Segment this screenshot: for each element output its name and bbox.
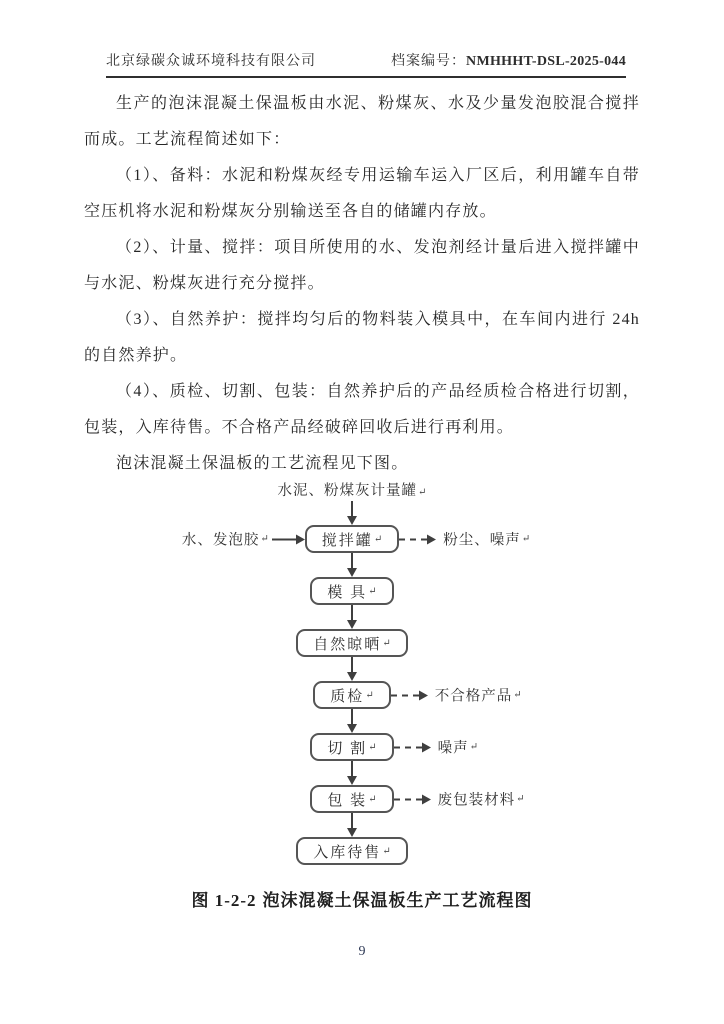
flow-output-label: 不合格产品 bbox=[434, 688, 513, 705]
flow-step bbox=[310, 785, 525, 813]
figure-number: 图 1-2-2 bbox=[191, 891, 257, 910]
input-arrow-line bbox=[272, 538, 296, 540]
paragraph-step-2: （2）、计量、搅拌：项目所使用的水、发泡剂经计量后进入搅拌罐中与水泥、粉煤灰进行充分搅拌。 bbox=[84, 239, 640, 292]
page-header bbox=[106, 50, 626, 78]
company-name: 北京绿碳众诚环境科技有限公司 bbox=[106, 54, 316, 69]
arrow-right-icon bbox=[419, 690, 428, 700]
flow-output bbox=[391, 685, 522, 706]
output-dashed-line bbox=[394, 798, 422, 800]
arrow-down-icon bbox=[347, 553, 357, 577]
flow-output-label: 噪声 bbox=[437, 740, 469, 757]
flow-output bbox=[399, 529, 530, 550]
flow-step-box bbox=[310, 577, 393, 605]
flow-step-label: 质检 bbox=[330, 688, 365, 705]
file-number-value: NMHHHT-DSL-2025-044 bbox=[466, 54, 626, 69]
return-mark: ↵ bbox=[368, 793, 377, 805]
flow-input bbox=[182, 529, 305, 550]
flow-step-label: 模 具 bbox=[327, 584, 368, 601]
file-number-label: 档案编号： bbox=[391, 54, 467, 69]
arrow-right-icon bbox=[296, 534, 305, 544]
file-number-group bbox=[391, 50, 626, 70]
return-mark: ↵ bbox=[513, 689, 522, 701]
flow-step bbox=[296, 629, 407, 657]
paragraph-step-4: （4）、质检、切割、包装：自然养护后的产品经质检合格进行切割，包装，入库待售。不合格产品经破碎回收后进行再利用。 bbox=[84, 383, 640, 436]
flow-step bbox=[181, 525, 531, 553]
paragraph-figure-ref: 泡沫混凝土保温板的工艺流程见下图。 bbox=[116, 455, 409, 472]
arrow-down-icon bbox=[347, 501, 357, 525]
arrow-right-icon bbox=[422, 794, 431, 804]
output-dashed-line bbox=[399, 538, 427, 540]
page-number: 9 bbox=[358, 944, 366, 959]
flow-step-box bbox=[296, 837, 407, 865]
return-mark: ↵ bbox=[469, 741, 478, 753]
flow-step-box bbox=[310, 733, 393, 761]
return-mark: ↵ bbox=[373, 533, 383, 545]
paragraph-intro: 生产的泡沫混凝土保温板由水泥、粉煤灰、水及少量发泡胶混合搅拌而成。工艺流程简述如下： bbox=[84, 95, 640, 148]
return-mark: ↵ bbox=[382, 845, 391, 857]
flow-step-box bbox=[313, 681, 390, 709]
figure-title: 泡沫混凝土保温板生产工艺流程图 bbox=[262, 891, 533, 910]
flow-step-label: 自然晾晒 bbox=[313, 636, 382, 653]
output-dashed-line bbox=[391, 694, 419, 696]
flow-step-box bbox=[305, 525, 399, 553]
flow-step-box bbox=[296, 629, 407, 657]
arrow-right-icon bbox=[427, 534, 436, 544]
paragraph-step-1: （1）、备料：水泥和粉煤灰经专用运输车运入厂区后，利用罐车自带空压机将水泥和粉煤灰分别输送至各自的储罐内存放。 bbox=[84, 167, 640, 220]
arrow-down-icon bbox=[347, 709, 357, 733]
flow-step bbox=[296, 837, 407, 865]
flow-step-label: 切 割 bbox=[327, 740, 368, 757]
output-dashed-line bbox=[394, 746, 422, 748]
figure-caption bbox=[0, 886, 724, 911]
return-mark: ↵ bbox=[260, 533, 269, 545]
return-mark: ↵ bbox=[365, 689, 374, 701]
return-mark: ↵ bbox=[368, 741, 377, 753]
process-flowchart bbox=[0, 481, 704, 865]
arrow-down-icon bbox=[347, 813, 357, 837]
flow-step bbox=[313, 681, 522, 709]
return-mark: ↵ bbox=[521, 533, 531, 545]
arrow-down-icon bbox=[347, 605, 357, 629]
flow-output bbox=[394, 789, 525, 810]
flow-step-label: 搅拌罐 bbox=[321, 532, 373, 549]
return-mark: ↵ bbox=[382, 637, 391, 649]
flow-input-label: 水、发泡胶 bbox=[181, 532, 260, 549]
flow-output-label: 粉尘、噪声 bbox=[443, 532, 521, 549]
flow-step-label: 包 装 bbox=[327, 792, 368, 809]
flow-step bbox=[310, 577, 393, 605]
return-mark: ↵ bbox=[368, 585, 377, 597]
arrow-down-icon bbox=[347, 657, 357, 681]
paragraph-step-3: （3）、自然养护：搅拌均匀后的物料装入模具中，在车间内进行 24h 的自然养护。 bbox=[84, 311, 640, 364]
arrow-down-icon bbox=[347, 761, 357, 785]
flow-step-label: 入库待售 bbox=[313, 844, 382, 861]
flow-start-text: 水泥、粉煤灰计量罐 bbox=[277, 483, 418, 499]
flow-step bbox=[310, 733, 478, 761]
body-text bbox=[84, 86, 640, 482]
return-mark: ↵ bbox=[516, 793, 525, 805]
flow-output-label: 废包装材料 bbox=[437, 792, 516, 809]
arrow-right-icon bbox=[422, 742, 431, 752]
flow-step-box bbox=[310, 785, 393, 813]
flow-start-label bbox=[278, 481, 427, 501]
return-mark: ↵ bbox=[418, 487, 427, 498]
flow-output bbox=[394, 737, 478, 758]
